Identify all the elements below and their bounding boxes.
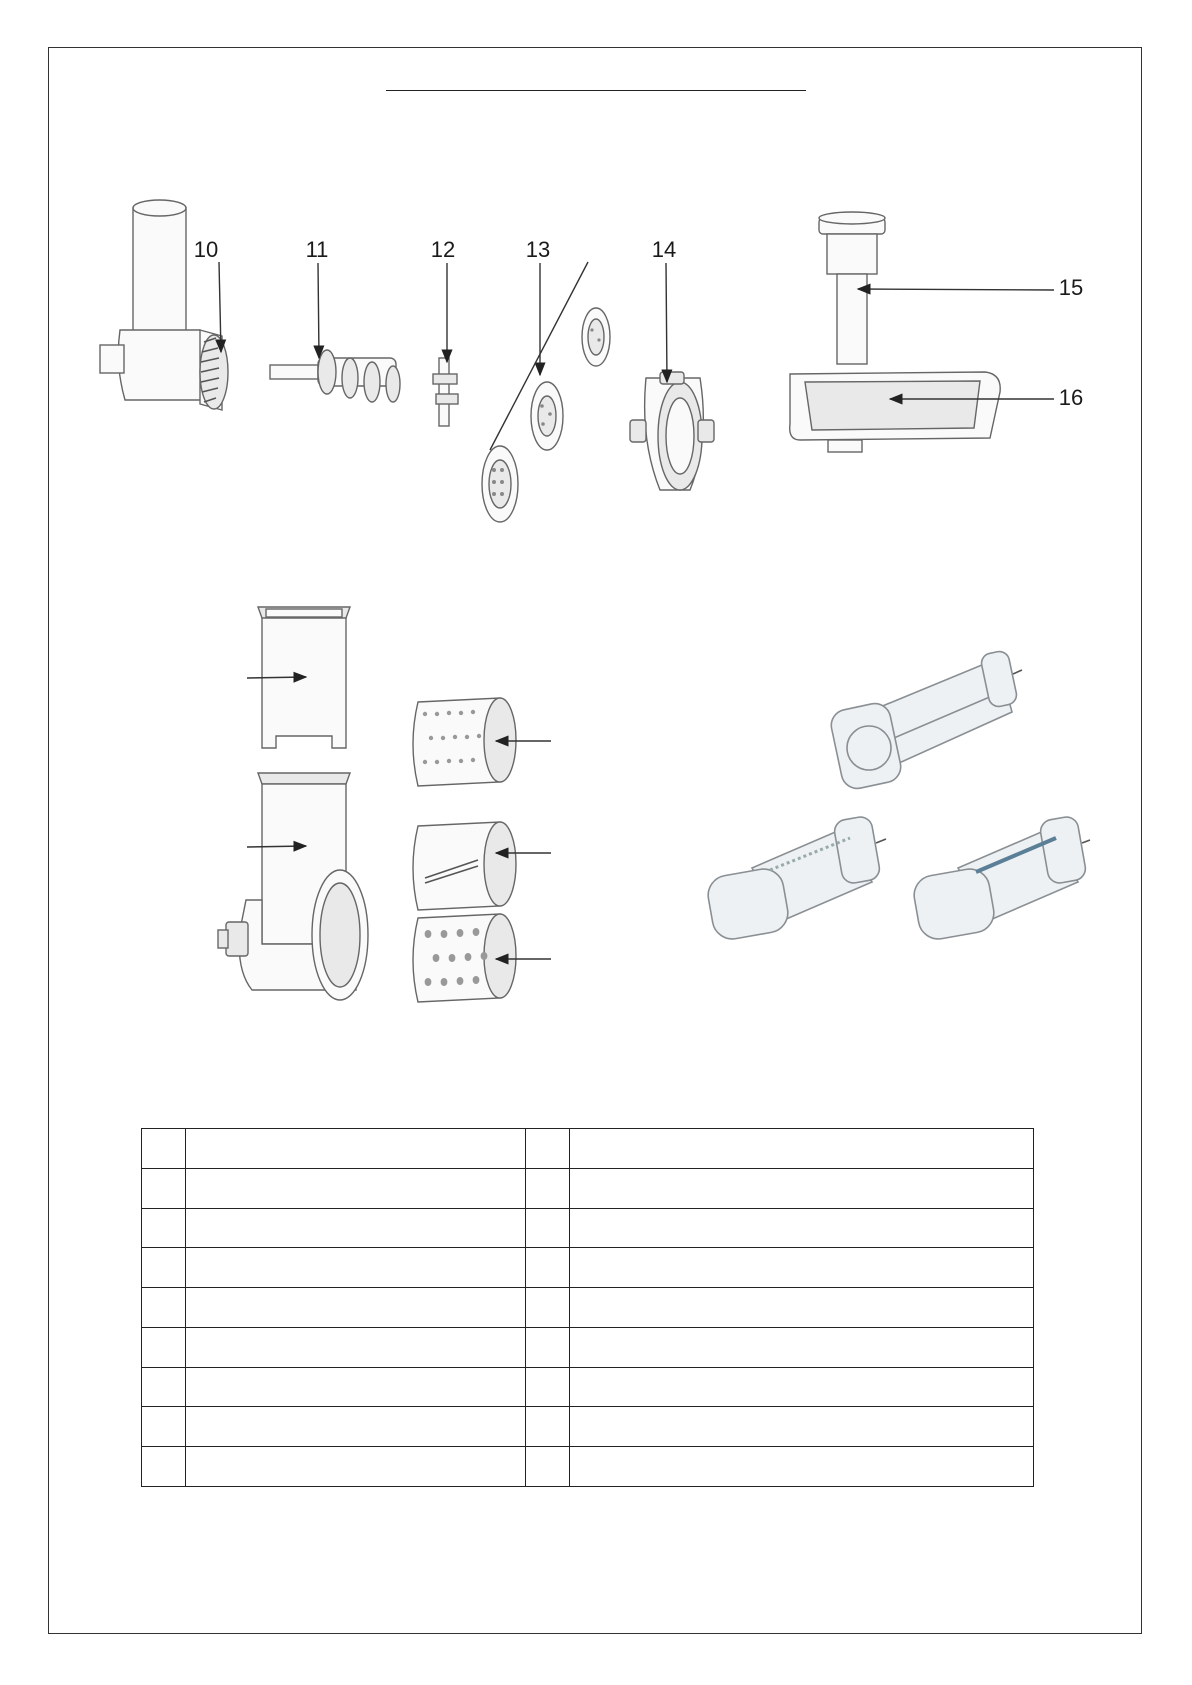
pasta-roller-drawing xyxy=(828,650,1022,792)
part-description-cell xyxy=(186,1447,526,1487)
part-number-cell xyxy=(142,1407,186,1447)
part-description-cell xyxy=(186,1407,526,1447)
part-number-cell xyxy=(526,1327,570,1367)
part-number-cell xyxy=(142,1367,186,1407)
table-row xyxy=(142,1447,1034,1487)
table-row xyxy=(142,1248,1034,1288)
callout-12: 12 xyxy=(430,237,456,262)
callout-14: 14 xyxy=(651,237,677,262)
part-number-cell xyxy=(526,1168,570,1208)
table-row xyxy=(142,1129,1034,1169)
food-tray-drawing xyxy=(790,372,1000,452)
locking-ring-drawing xyxy=(630,372,714,490)
part-number-cell xyxy=(142,1248,186,1288)
part-number-cell xyxy=(526,1447,570,1487)
part-number-cell xyxy=(526,1288,570,1328)
part-number-cell xyxy=(526,1407,570,1447)
part-description-cell xyxy=(570,1327,1034,1367)
part-number-cell xyxy=(142,1327,186,1367)
part-description-cell xyxy=(186,1248,526,1288)
grinder-housing-drawing xyxy=(100,200,228,410)
part-number-cell xyxy=(526,1367,570,1407)
part-description-cell xyxy=(186,1367,526,1407)
part-description-cell xyxy=(570,1447,1034,1487)
callout-16: 16 xyxy=(1058,385,1084,410)
callout-11: 11 xyxy=(305,237,329,262)
part-number-cell xyxy=(526,1129,570,1169)
fettuccine-cutter-drawing xyxy=(705,815,886,942)
part-description-cell xyxy=(186,1327,526,1367)
callout-13: 13 xyxy=(525,237,551,262)
part-number-cell xyxy=(142,1129,186,1169)
part-description-cell xyxy=(570,1248,1034,1288)
part-number-cell xyxy=(142,1288,186,1328)
table-row xyxy=(142,1327,1034,1367)
grinding-plates-drawing xyxy=(482,308,610,522)
table-row xyxy=(142,1407,1034,1447)
parts-list-table xyxy=(141,1128,1034,1487)
auger-drawing xyxy=(270,350,400,402)
callout-10: 10 xyxy=(193,237,219,262)
table-row xyxy=(142,1367,1034,1407)
part-description-cell xyxy=(570,1288,1034,1328)
table-row xyxy=(142,1288,1034,1328)
spaghetti-cutter-drawing xyxy=(911,815,1090,942)
part-description-cell xyxy=(186,1129,526,1169)
table-row xyxy=(142,1208,1034,1248)
callout-15: 15 xyxy=(1058,275,1084,300)
part-description-cell xyxy=(570,1168,1034,1208)
table-row xyxy=(142,1168,1034,1208)
shredding-cone-coarse-drawing xyxy=(413,914,516,1002)
part-description-cell xyxy=(570,1208,1034,1248)
part-number-cell xyxy=(142,1168,186,1208)
blade-drawing xyxy=(433,358,458,426)
part-number-cell xyxy=(142,1208,186,1248)
part-description-cell xyxy=(570,1407,1034,1447)
food-pusher-drawing xyxy=(819,212,885,364)
part-description-cell xyxy=(570,1367,1034,1407)
shredding-cone-fine-drawing xyxy=(413,698,516,786)
part-number-cell xyxy=(526,1208,570,1248)
part-description-cell xyxy=(186,1288,526,1328)
part-description-cell xyxy=(186,1168,526,1208)
slicing-cone-drawing xyxy=(413,822,516,910)
part-description-cell xyxy=(186,1208,526,1248)
part-number-cell xyxy=(526,1248,570,1288)
part-description-cell xyxy=(570,1129,1034,1169)
part-number-cell xyxy=(142,1447,186,1487)
slicer-housing-drawing xyxy=(218,773,368,1000)
